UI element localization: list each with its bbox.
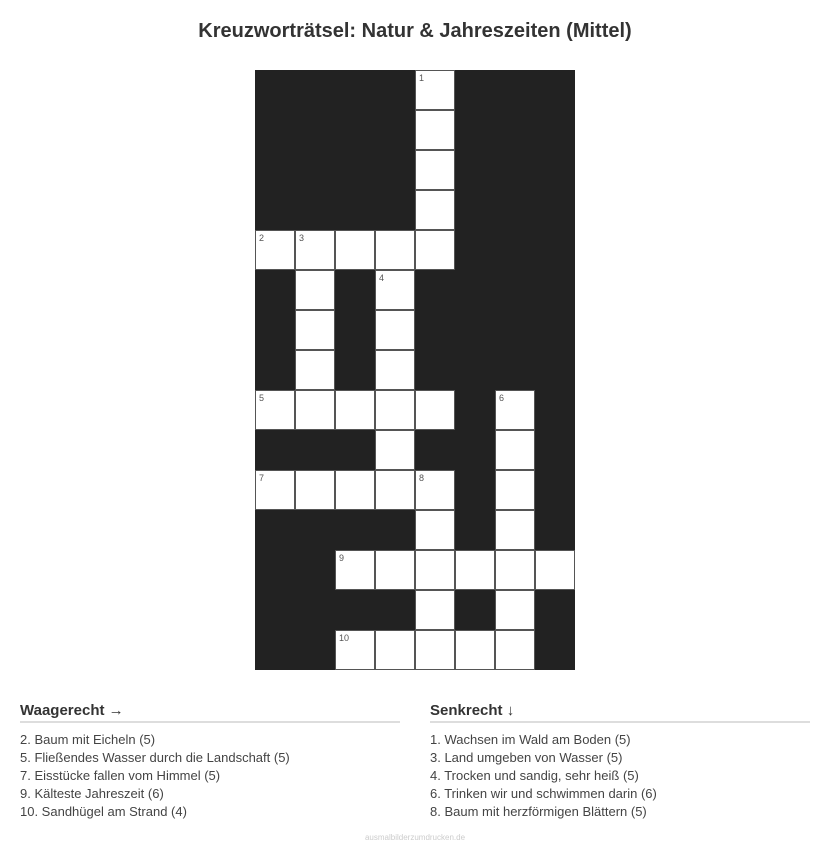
across-clues-section: [20, 702, 400, 821]
grid-cell[interactable]: [295, 350, 335, 390]
grid-cell[interactable]: [255, 230, 295, 270]
puzzle-title: Kreuzworträtsel: Natur & Jahreszeiten (Mittel): [198, 20, 632, 42]
clue-number: 10: [339, 633, 350, 643]
grid-cell[interactable]: [255, 390, 295, 430]
across-clue-list: [20, 731, 400, 821]
grid-cell[interactable]: [415, 630, 455, 670]
down-heading-label: Senkrecht: [430, 702, 503, 719]
down-clues-section: [430, 702, 810, 821]
grid-cell[interactable]: [375, 550, 415, 590]
grid-cell[interactable]: [415, 70, 455, 110]
grid-cell[interactable]: [415, 470, 455, 510]
footer-watermark: ausmalbilderzumdrucken.de: [364, 833, 466, 842]
crossword-grid: [255, 70, 575, 670]
grid-cell[interactable]: [295, 390, 335, 430]
grid-cell[interactable]: [375, 310, 415, 350]
grid-cell[interactable]: [335, 230, 375, 270]
grid-cell[interactable]: [415, 590, 455, 630]
down-heading: [430, 702, 810, 723]
grid-cell[interactable]: [415, 150, 455, 190]
grid-cell[interactable]: [495, 590, 535, 630]
clue-number: 4: [379, 273, 385, 283]
grid-cell[interactable]: [455, 550, 495, 590]
clue-number: 5: [259, 393, 265, 403]
grid-cell[interactable]: [375, 390, 415, 430]
grid-cell[interactable]: [375, 350, 415, 390]
clue-number: 3: [299, 233, 305, 243]
clue-number: 7: [259, 473, 265, 483]
grid-cell[interactable]: [415, 550, 455, 590]
grid-cell[interactable]: [335, 470, 375, 510]
clue-number: 6: [499, 393, 505, 403]
clue-item: 8. Baum mit herzförmigen Blättern (5): [430, 804, 647, 819]
grid-cell[interactable]: [255, 470, 295, 510]
clue-item: 9. Kälteste Jahreszeit (6): [20, 786, 164, 801]
clue-item: 7. Eisstücke fallen vom Himmel (5): [20, 768, 221, 783]
grid-cell[interactable]: [335, 390, 375, 430]
grid-cell[interactable]: [415, 510, 455, 550]
grid-cell[interactable]: [375, 270, 415, 310]
grid-cell[interactable]: [375, 630, 415, 670]
grid-cell[interactable]: [495, 390, 535, 430]
grid-cell[interactable]: [535, 550, 575, 590]
across-heading-label: Waagerecht: [20, 702, 105, 719]
grid-cell[interactable]: [415, 230, 455, 270]
clue-item: 4. Trocken und sandig, sehr heiß (5): [430, 768, 639, 783]
grid-cell[interactable]: [375, 430, 415, 470]
grid-cell[interactable]: [375, 470, 415, 510]
grid-cell[interactable]: [335, 550, 375, 590]
grid-cell[interactable]: [415, 110, 455, 150]
clue-item: 3. Land umgeben von Wasser (5): [430, 750, 623, 765]
clue-item: 6. Trinken wir und schwimmen darin (6): [430, 786, 657, 801]
grid-cell[interactable]: [295, 470, 335, 510]
clue-item: 5. Fließendes Wasser durch die Landschaft (5): [20, 750, 290, 765]
arrow-right-icon: →: [108, 702, 124, 719]
clue-number: 2: [259, 233, 265, 243]
grid-cell[interactable]: [335, 630, 375, 670]
grid-cell[interactable]: [295, 310, 335, 350]
grid-cell[interactable]: [295, 230, 335, 270]
clue-item: 1. Wachsen im Wald am Boden (5): [430, 732, 631, 747]
clue-number: 8: [419, 473, 425, 483]
grid-cell[interactable]: [495, 430, 535, 470]
grid-cell[interactable]: [495, 510, 535, 550]
grid-cell[interactable]: [495, 630, 535, 670]
grid-cell[interactable]: [295, 270, 335, 310]
clue-item: 2. Baum mit Eicheln (5): [20, 732, 156, 747]
clue-number: 9: [339, 553, 345, 563]
grid-cell[interactable]: [455, 630, 495, 670]
grid-cell[interactable]: [495, 470, 535, 510]
grid-cell[interactable]: [415, 190, 455, 230]
clue-number: 1: [419, 73, 425, 83]
grid-cell[interactable]: [375, 230, 415, 270]
arrow-down-icon: ↓: [506, 702, 515, 719]
grid-cell[interactable]: [415, 390, 455, 430]
across-heading: [20, 702, 400, 723]
grid-cell[interactable]: [495, 550, 535, 590]
down-clue-list: [430, 731, 810, 821]
clue-item: 10. Sandhügel am Strand (4): [20, 804, 187, 819]
